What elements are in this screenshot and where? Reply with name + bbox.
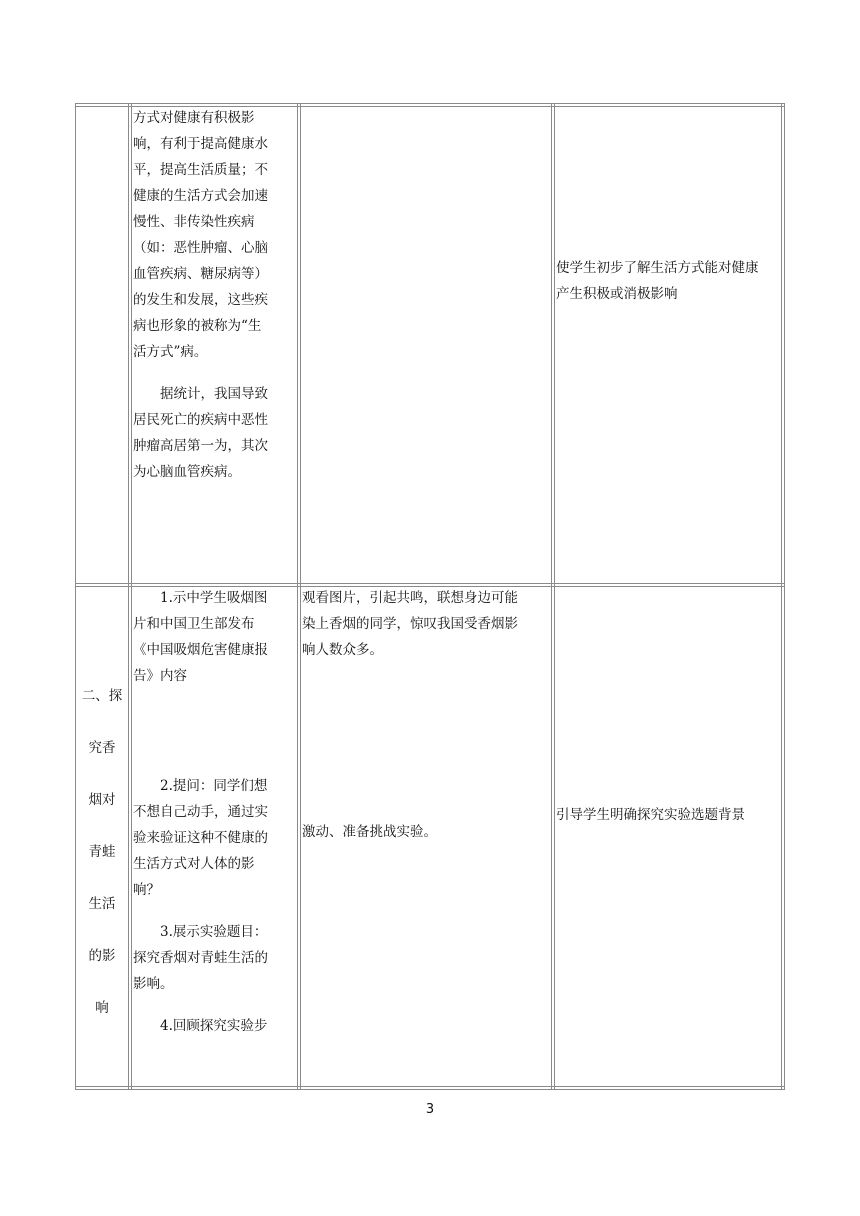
row-divider [75,583,785,584]
table-border-bottom-inner [75,1086,785,1087]
text-line: 3.展示实验题目： [160,924,268,940]
text-line: 告》内容 [133,668,187,684]
text-line: 探究香烟对青蛙生活的 [133,950,268,966]
row2-design-intent [556,802,780,828]
table-border-top [75,103,785,104]
col-divider-1 [128,103,129,1090]
text-line: 平，提高生活质量；不 [133,162,268,178]
text-line: 《中国吸烟危害健康报 [133,642,268,658]
row1-design-intent [556,255,780,307]
text-line: 慢性、非传染性疾病 [133,214,255,230]
table-border-bottom [75,1089,785,1090]
text-line: 二、探 [81,688,123,704]
text-line: 激动、准备挑战实验。 [302,824,437,840]
text-line: 验来验证这种不健康的 [133,830,268,846]
text-line: 肿瘤高居第一为，其次 [133,438,268,454]
text-line: 响 [95,1000,109,1016]
col-divider-3-inner [554,103,555,1090]
table-border-right [784,103,785,1090]
col-divider-1-inner [131,103,132,1090]
text-line: 活方式”病。 [133,344,208,360]
text-line: 生活方式对人体的影 [133,856,255,872]
text-line: （如：恶性肿瘤、心脑 [133,240,268,256]
col-divider-2-inner [300,103,301,1090]
text-line: 健康的生活方式会加速 [133,188,268,204]
text-line: 居民死亡的疾病中恶性 [133,412,268,428]
text-line: 血管疾病、糖尿病等） [133,266,268,282]
text-line: 2.提问：同学们想 [160,778,268,794]
text-line: 片和中国卫生部发布 [133,616,255,632]
text-line: 生活 [88,896,116,912]
col-divider-2 [297,103,298,1090]
text-line: 烟对 [88,792,116,808]
row1-teacher-activity [133,105,297,485]
col-divider-3 [551,103,552,1090]
text-line: 产生积极或消极影响 [556,286,678,302]
text-line: 为心脑血管疾病。 [133,464,241,480]
row2-section-title [76,670,128,1034]
text-line: 染上香烟的同学，惊叹我国受香烟影 [302,616,518,632]
text-line: 4.回顾探究实验步 [160,1018,268,1034]
text-line: 青蛙 [88,844,116,860]
row2-teacher-activity [133,585,297,1039]
text-line: 方式对健康有积极影 [133,110,255,126]
text-line: 引导学生明确探究实验选题背景 [556,807,745,823]
text-line: 响，有利于提高健康水 [133,136,268,152]
text-line: 1.示中学生吸烟图 [160,590,268,606]
table-border-right-inner [781,103,782,1090]
text-line: 响？ [133,882,160,898]
text-line: 观看图片，引起共鸣，联想身边可能 [302,590,518,606]
text-line: 的影 [88,948,116,964]
text-line: 不想自己动手，通过实 [133,804,268,820]
text-line: 病也形象的被称为“生 [133,318,262,334]
page-number: 3 [425,1102,435,1117]
text-line: 的发生和发展，这些疾 [133,292,268,308]
text-line: 究香 [88,740,116,756]
text-line: 使学生初步了解生活方式能对健康 [556,260,759,276]
text-line: 影响。 [133,976,174,992]
text-line: 响人数众多。 [302,642,383,658]
lesson-plan-table [75,103,785,1090]
text-line: 据统计，我国导致 [160,386,268,402]
row2-student-activity [302,585,551,845]
